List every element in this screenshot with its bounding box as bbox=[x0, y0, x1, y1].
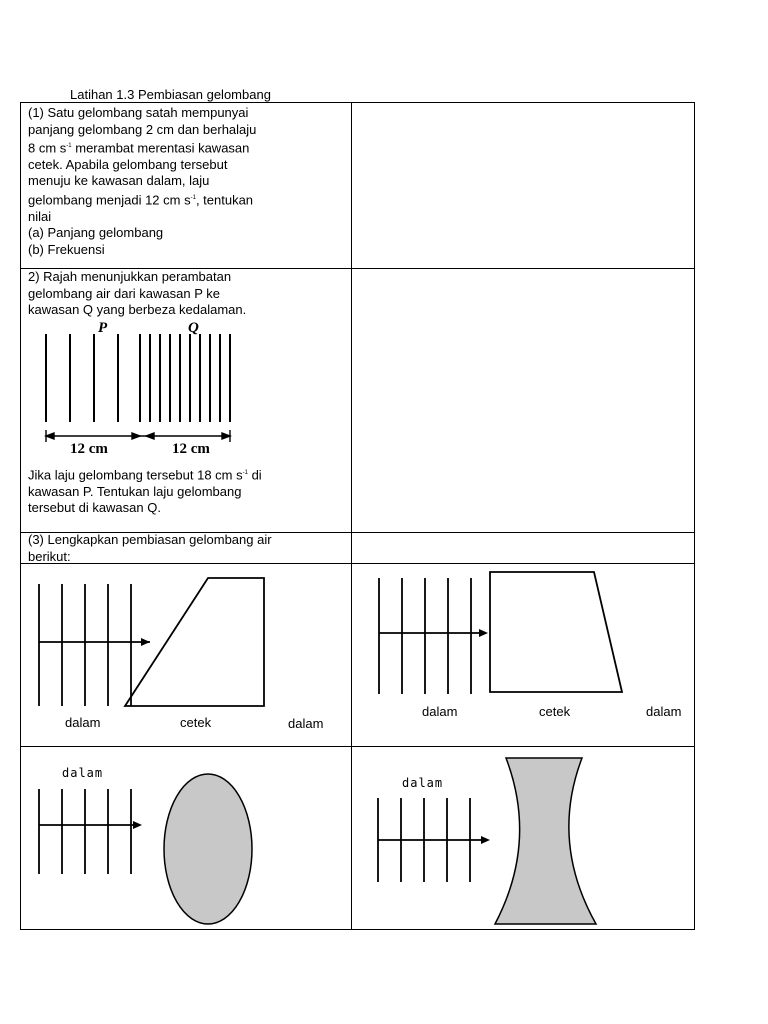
label-region-p: P bbox=[98, 320, 108, 336]
label-cetek: cetek bbox=[180, 715, 212, 730]
table-border-right bbox=[694, 102, 695, 930]
row-divider bbox=[20, 746, 695, 747]
question-2-text bbox=[28, 269, 246, 319]
table-border-top bbox=[20, 102, 695, 103]
dimension-label-left: 12 cm bbox=[70, 441, 108, 457]
label-dalam: dalam bbox=[65, 715, 101, 730]
refraction-figure-convex bbox=[20, 752, 320, 922]
question-2-followup bbox=[28, 465, 262, 517]
question-1-line: gelombang menjadi 12 cm $s^{-1}$, tentukan bbox=[28, 192, 254, 208]
refraction-figure-b bbox=[360, 568, 660, 708]
column-divider bbox=[351, 102, 352, 930]
label-dalam: dalam bbox=[62, 766, 104, 780]
question-3-text bbox=[28, 532, 272, 565]
question-2-line: gelombang air dari kawasan P ke bbox=[28, 285, 220, 301]
question-1-line: (1) Satu gelombang satah mempunyai bbox=[28, 105, 249, 120]
question-3-line: berikut: bbox=[28, 548, 71, 564]
concave-region bbox=[495, 758, 596, 924]
question-2-line: kawasan Q yang berbeza kedalaman. bbox=[28, 302, 247, 317]
question-2-followup-line: tersebut di kawasan Q. bbox=[28, 500, 161, 516]
question-1-line: (a) Panjang gelombang bbox=[28, 225, 164, 241]
question-1-line: 8 cm $s^{-1}$ merambat merentasi kawasan bbox=[28, 140, 250, 156]
question-1-line: cetek. Apabila gelombang tersebut bbox=[28, 156, 228, 172]
table-border-bottom bbox=[20, 929, 695, 930]
question-3-line: (3) Lengkapkan pembiasan gelombang air bbox=[28, 532, 272, 547]
worksheet-title: Latihan 1.3 Pembiasan gelombang bbox=[70, 87, 271, 102]
question-1-line: panjang gelombang 2 cm dan berhalaju bbox=[28, 121, 257, 137]
question-2-followup-line: Jika laju gelombang tersebut 18 cm $s^{-1}$ di bbox=[28, 467, 262, 483]
question-2-line: 2) Rajah menunjukkan perambatan bbox=[28, 269, 232, 284]
label-cetek: cetek bbox=[539, 704, 571, 719]
question-1-text bbox=[28, 105, 256, 258]
refraction-figure-a bbox=[20, 572, 320, 712]
label-dalam: dalam bbox=[422, 704, 458, 719]
label-dalam: dalam bbox=[646, 704, 682, 719]
convex-region bbox=[164, 774, 252, 924]
question-2-followup-line: kawasan P. Tentukan laju gelombang bbox=[28, 483, 242, 499]
question-1-line: nilai bbox=[28, 208, 52, 224]
question-1-line: (b) Frekuensi bbox=[28, 241, 105, 257]
wavefront-figure-pq bbox=[36, 320, 276, 457]
dimension-label-right: 12 cm bbox=[172, 441, 210, 457]
label-dalam: dalam bbox=[288, 716, 324, 731]
worksheet-table bbox=[20, 102, 695, 930]
shallow-region-trapezoid bbox=[490, 572, 622, 692]
label-dalam: dalam bbox=[402, 776, 444, 790]
refraction-figure-concave bbox=[360, 752, 660, 927]
label-region-q: Q bbox=[188, 320, 199, 336]
question-1-line: menuju ke kawasan dalam, laju bbox=[28, 173, 210, 189]
